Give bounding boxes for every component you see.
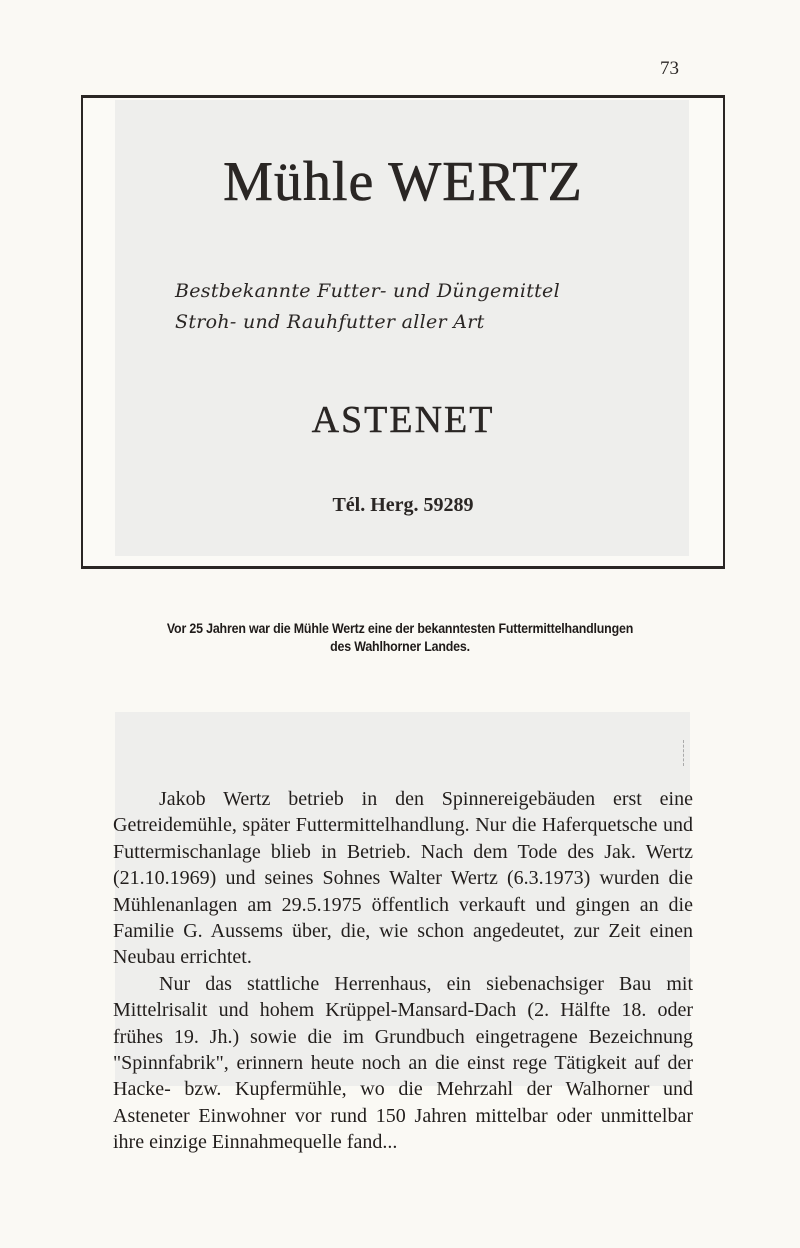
caption-line-2: des Wahlhorner Landes. [330, 639, 470, 654]
paragraph: Nur das stattliche Herrenhaus, ein siebenachsiger Bau mit Mittelrisalit und hohem Krüppel-Mansard-Dach (2. Hälfte 18. oder frühes 19. Jh.) sowie die im Grundbuch eingetragene Bezeichnung "Spinnfabrik", erinnern heute noch an die einst rege Tätigkeit auf der Hacke- bzw. Kupfermühle, wo die Mehrzahl der Walhorner und Asteneter Einwohner vor rund 150 Jahren mittelbar oder unmittelbar ihre einzige Einnahmequelle fand... [113, 972, 693, 1154]
paragraph: Jakob Wertz betrieb in den Spinnereigebäuden erst eine Getreidemühle, später Futtermittelhandlung. Nur die Haferquetsche und Futtermischanlage blieb in Betrieb. Nach dem Tode des Jak. Wertz (21.10.1969) und seines Sohnes Walter Wertz (6.3.1973) wurden die Mühlenanlagen am 29.5.1975 öffentlich verkauft und gingen an die Familie G. Aussems über, die, wie schon angedeutet, zur Zeit einen Neubau errichtet. [113, 788, 693, 969]
scan-mark [683, 740, 686, 766]
ad-tagline-line-1: Bestbekannte Futter- und Düngemittel [175, 280, 560, 302]
advertisement-box [81, 95, 725, 569]
ad-town: ASTENET [311, 399, 495, 441]
figure-caption [124, 620, 676, 656]
body-text [113, 786, 693, 1156]
ad-tagline-line-2: Stroh- und Rauhfutter aller Art [175, 311, 485, 333]
caption-line-1: Vor 25 Jahren war die Mühle Wertz eine der bekanntesten Futtermittelhandlungen [166, 621, 634, 636]
ad-phone: Tél. Herg. 59289 [332, 494, 474, 516]
ad-title: Mühle WERTZ [223, 151, 583, 213]
page-number: 73 [660, 58, 679, 79]
